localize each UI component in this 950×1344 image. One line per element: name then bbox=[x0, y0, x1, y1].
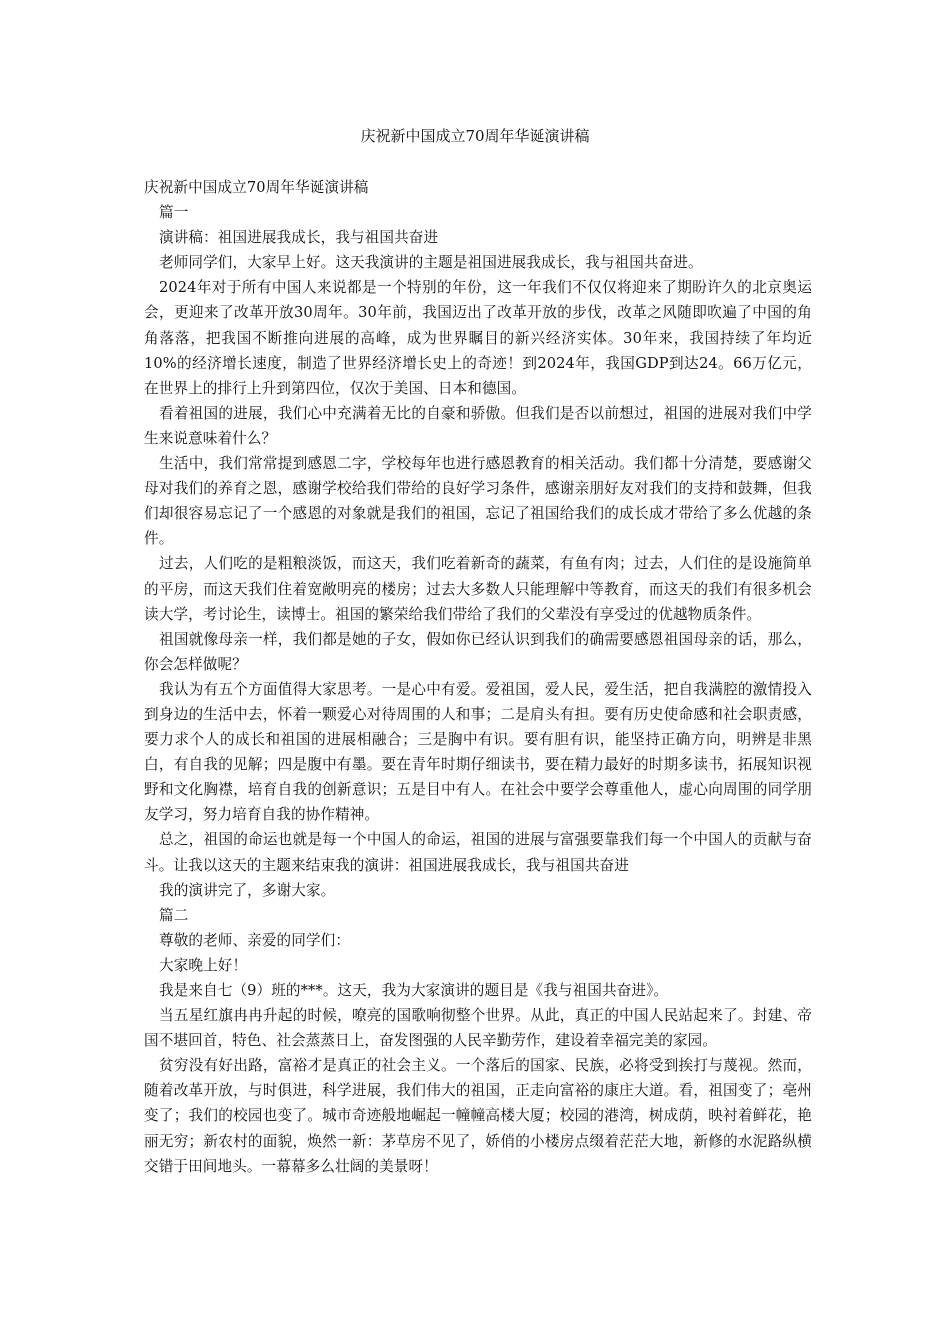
paragraph: 当五星红旗冉冉升起的时候，嘹亮的国歌响彻整个世界。从此，真正的中国人民站起来了。封建、帝国不堪回首，特色、社会蒸蒸日上，奋发图强的人民辛勤劳作，建设着幸福完美的家园。 bbox=[144, 1007, 812, 1050]
document-title: 庆祝新中国成立70周年华诞演讲稿 bbox=[360, 127, 590, 145]
paragraph: 祖国就像母亲一样，我们都是她的子女，假如你已经认识到我们的确需要感恩祖国母亲的话，那么，你会怎样做呢？ bbox=[144, 630, 812, 673]
paragraph: 尊敬的老师、亲爱的同学们： bbox=[159, 931, 351, 949]
paragraph: 总之，祖国的命运也就是每一个中国人的命运，祖国的进展与富强要靠我们每一个中国人的贡献与奋斗。让我以这天的主题来结束我的演讲：祖国进展我成长，我与祖国共奋进 bbox=[144, 831, 812, 874]
paragraph: 篇一 bbox=[159, 204, 189, 222]
paragraph: 贫穷没有好出路，富裕才是真正的社会主义。一个落后的国家、民族，必将受到挨打与蔑视。然而，随着改革开放，与时俱进，科学进展，我们伟大的祖国，正走向富裕的康庄大道。看，祖国变了；亳州变了；我们的校园也变了。城市奇迹般地崛起一幢幢高楼大厦；校园的港湾，树成荫，映衬着鲜花，艳丽无穷；新农村的面貌，焕然一新：茅草房不见了，娇俏的小楼房点缀着茫茫大地，新修的水泥路纵横交错于田间地头。一幕幕多么壮阔的美景呀！ bbox=[144, 1057, 812, 1175]
paragraph: 过去，人们吃的是粗粮淡饭，而这天，我们吃着新奇的蔬菜，有鱼有肉；过去，人们住的是设施简单的平房，而这天我们住着宽敞明亮的楼房；过去大多数人只能理解中等教育，而这天的我们有很多机会读大学，考讨论生，读博士。祖国的繁荣给我们带给了我们的父辈没有享受过的优越物质条件。 bbox=[144, 555, 812, 623]
paragraph: 我的演讲完了，多谢大家。 bbox=[159, 881, 336, 899]
paragraph: 生活中，我们常常提到感恩二字，学校每年也进行感恩教育的相关活动。我们都十分清楚，要感谢父母对我们的养育之恩，感谢学校给我们带给的良好学习条件，感谢亲朋好友对我们的支持和鼓舞，但我们却很容易忘记了一个感恩的对象就是我们的祖国，忘记了祖国给我们的成长成才带给了多么优越的条件。 bbox=[144, 455, 812, 548]
paragraph: 我是来自七（9）班的***。这天，我为大家演讲的题目是《我与祖国共奋进》。 bbox=[159, 982, 669, 999]
paragraph: 篇二 bbox=[159, 906, 189, 924]
paragraph: 大家晚上好！ bbox=[159, 956, 248, 974]
document-body bbox=[144, 175, 812, 1179]
paragraph: 演讲稿：祖国进展我成长，我与祖国共奋进 bbox=[159, 229, 439, 247]
document-heading: 庆祝新中国成立70周年华诞演讲稿 bbox=[144, 179, 369, 196]
paragraph: 2024年对于所有中国人来说都是一个特别的年份，这一年我们不仅仅将迎来了期盼许久的北京奥运会，更迎来了改革开放30周年。30年前，我国迈出了改革开放的步伐，改革之风随即吹遍了中国的角角落落，把我国不断推向进展的高峰，成为世界瞩目的新兴经济实体。30年来，我国持续了年均近10%的经济增长速度，制造了世界经济增长史上的奇迹！到2024年，我国GDP到达24。66万亿元，在世界上的排行上升到第四位，仅次于美国、日本和德国。 bbox=[144, 279, 812, 397]
paragraph: 老师同学们，大家早上好。这天我演讲的主题是祖国进展我成长，我与祖国共奋进。 bbox=[159, 254, 703, 272]
paragraph: 我认为有五个方面值得大家思考。一是心中有爱。爱祖国，爱人民，爱生活，把自我满腔的激情投入到身边的生活中去，怀着一颗爱心对待周围的人和事；二是肩头有担。要有历史使命感和社会职责感，要力求个人的成长和祖国的进展相融合；三是胸中有识。要有胆有识，能坚持正确方向，明辨是非黑白，有自我的见解；四是腹中有墨。要在青年时期仔细读书，要在精力最好的时期多读书，拓展知识视野和文化胸襟，培育自我的创新意识；五是目中有人。在社会中要学会尊重他人，虚心向周围的同学朋友学习，努力培育自我的协作精神。 bbox=[144, 680, 812, 824]
paragraph: 看着祖国的进展，我们心中充满着无比的自豪和骄傲。但我们是否以前想过，祖国的进展对我们中学生来说意味着什么？ bbox=[144, 404, 812, 447]
